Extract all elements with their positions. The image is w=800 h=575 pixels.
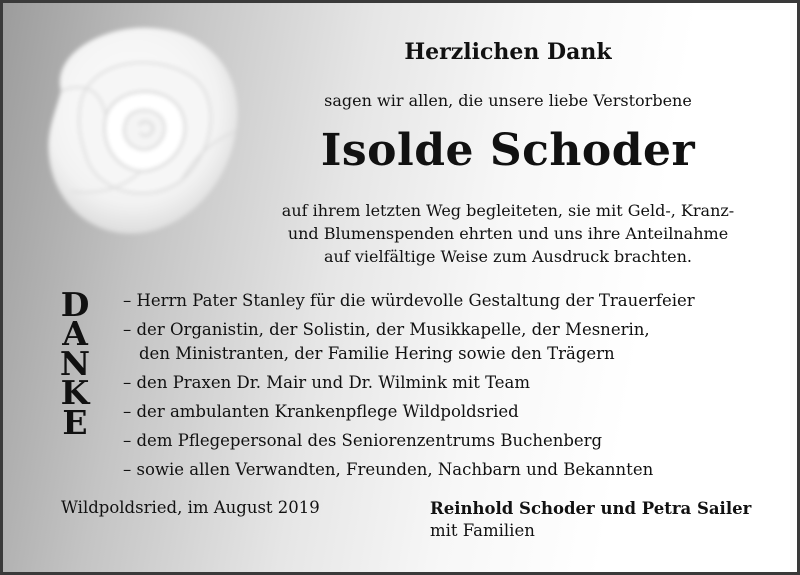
signature xyxy=(430,498,751,542)
intro-text: sagen wir allen, die unsere liebe Verstorbene xyxy=(324,91,692,110)
body-line: auf vielfältige Weise zum Ausdruck brachten. xyxy=(324,247,692,266)
list-item xyxy=(123,458,695,482)
place-date: Wildpoldsried, im August 2019 xyxy=(61,498,320,517)
body-text xyxy=(253,199,763,268)
danke-letter: N xyxy=(59,343,91,383)
signature-family: mit Familien xyxy=(430,521,535,540)
body-line: und Blumenspenden ehrten und uns ihre Anteilnahme xyxy=(287,224,729,243)
list-item-line: – dem Pflegepersonal des Seniorenzentrums Buchenberg xyxy=(123,431,603,450)
thanks-list xyxy=(123,289,695,487)
list-item-line: – der Organistin, der Solistin, der Musikkapelle, der Mesnerin, xyxy=(123,320,650,339)
danke-letter: A xyxy=(62,314,88,354)
rose-image xyxy=(31,21,251,251)
list-item-line: – den Praxen Dr. Mair und Dr. Wilmink mit Team xyxy=(123,373,531,392)
list-item xyxy=(123,429,695,453)
deceased-name: Isolde Schoder xyxy=(320,125,696,176)
danke-letter: K xyxy=(60,373,90,413)
list-item xyxy=(123,289,695,313)
body-line: auf ihrem letzten Weg begleiteten, sie mit Geld-, Kranz- xyxy=(281,201,735,220)
list-item xyxy=(123,400,695,424)
list-item-line: – Herrn Pater Stanley für die würdevolle Gestaltung der Trauerfeier xyxy=(123,291,695,310)
list-item-line: den Ministranten, der Familie Hering sowie den Trägern xyxy=(139,344,615,363)
danke-letter: E xyxy=(62,402,88,442)
heading: Herzlichen Dank xyxy=(404,39,612,65)
list-item xyxy=(123,318,695,366)
list-item-line: – sowie allen Verwandten, Freunden, Nachbarn und Bekannten xyxy=(123,460,654,479)
danke-vertical-word xyxy=(55,285,95,442)
list-item-line: – der ambulanten Krankenpflege Wildpoldsried xyxy=(123,402,519,421)
signature-names: Reinhold Schoder und Petra Sailer xyxy=(430,499,752,518)
danke-letter: D xyxy=(60,285,90,324)
list-item xyxy=(123,371,695,395)
